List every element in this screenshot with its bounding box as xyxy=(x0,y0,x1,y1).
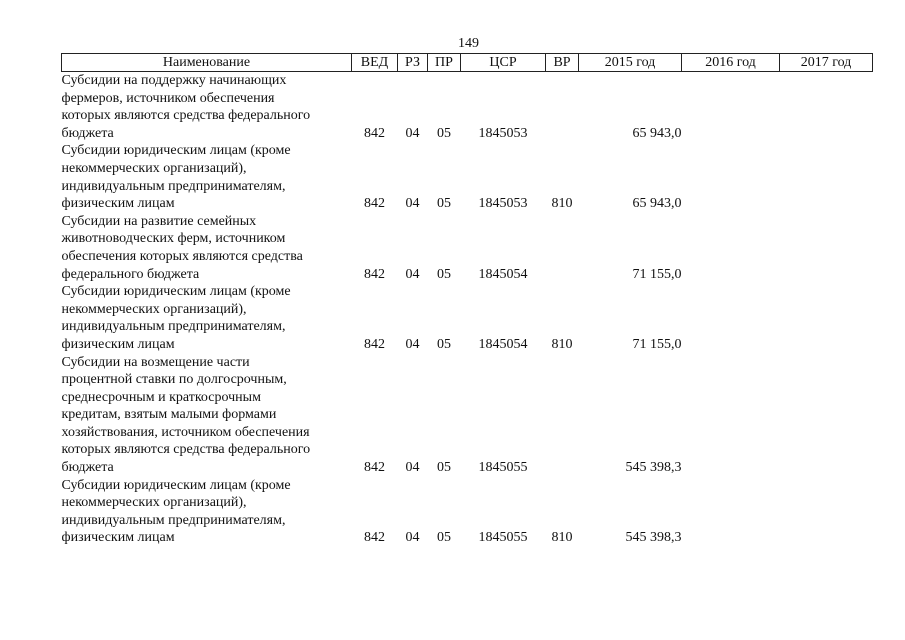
item-name xyxy=(62,213,352,283)
pr-cell: 05 xyxy=(437,336,451,352)
pr-cell: 05 xyxy=(437,196,451,212)
item-name-line: физическим лицам xyxy=(61,336,175,352)
rz-cell: 04 xyxy=(405,125,420,141)
table-body xyxy=(62,72,873,548)
amount-2017-cell xyxy=(780,213,873,283)
item-name-line: федерального бюджета xyxy=(61,266,200,282)
item-name-line: индивидуальным предпринимателям, xyxy=(61,319,286,335)
header-row xyxy=(62,54,873,72)
item-name xyxy=(62,142,352,212)
amount-2015-cell: 71 155,0 xyxy=(632,266,682,282)
table-row xyxy=(62,72,873,143)
budget-table xyxy=(61,53,873,547)
item-name-line: среднесрочным и краткосрочным xyxy=(61,389,261,405)
vr-cell: 810 xyxy=(551,336,573,352)
item-name-line: животноводческих ферм, источником xyxy=(61,231,286,247)
amount-2016-cell xyxy=(682,72,780,143)
csr-cell: 1845055 xyxy=(478,460,528,476)
item-name-line: бюджета xyxy=(61,460,114,476)
table-row xyxy=(62,283,873,353)
ved-cell: 842 xyxy=(364,460,385,476)
item-name-line: Субсидии на поддержку начинающих xyxy=(61,73,287,88)
item-name-line: некоммерческих организаций), xyxy=(61,495,247,511)
ved-cell: 842 xyxy=(364,125,385,141)
column-header: ПР xyxy=(428,54,461,72)
amount-2017-cell xyxy=(780,477,873,547)
amount-2017-cell xyxy=(780,354,873,477)
amount-2015-cell: 65 943,0 xyxy=(632,125,682,141)
amount-2015-cell: 71 155,0 xyxy=(632,336,682,352)
amount-2015-cell: 545 398,3 xyxy=(625,530,682,546)
amount-2017-cell xyxy=(780,283,873,353)
item-name-line: обеспечения которых являются средства xyxy=(61,248,303,264)
pr-cell: 05 xyxy=(437,125,451,141)
csr-cell: 1845054 xyxy=(478,266,528,282)
column-header: РЗ xyxy=(398,54,428,72)
csr-cell: 1845054 xyxy=(478,336,528,352)
csr-cell: 1845053 xyxy=(478,196,528,212)
column-header: 2017 год xyxy=(780,54,873,72)
table-row xyxy=(62,213,873,283)
rz-cell: 04 xyxy=(405,530,420,546)
item-name xyxy=(62,354,352,477)
pr-cell: 05 xyxy=(437,530,451,546)
amount-2016-cell xyxy=(682,354,780,477)
vr-cell: 810 xyxy=(551,530,573,546)
amount-2017-cell xyxy=(780,72,873,143)
item-name-line: некоммерческих организаций), xyxy=(61,160,247,176)
item-name-line: Субсидии юридическим лицам (кроме xyxy=(61,143,291,159)
amount-2016-cell xyxy=(682,213,780,283)
rz-cell: 04 xyxy=(405,196,420,212)
item-name-line: Субсидии юридическим лицам (кроме xyxy=(61,284,291,300)
amount-2017-cell xyxy=(780,142,873,212)
page-number: 149 xyxy=(458,36,479,51)
amount-2016-cell xyxy=(682,283,780,353)
item-name-line: хозяйствования, источником обеспечения xyxy=(61,424,310,440)
rz-cell: 04 xyxy=(405,336,420,352)
vr-cell xyxy=(546,72,579,143)
ved-cell: 842 xyxy=(364,530,385,546)
amount-2016-cell xyxy=(682,477,780,547)
column-header: 2015 год xyxy=(579,54,682,72)
item-name-line: Субсидии на развитие семейных xyxy=(61,213,257,229)
vr-cell xyxy=(546,213,579,283)
table-row xyxy=(62,142,873,212)
amount-2015-cell: 65 943,0 xyxy=(632,196,682,212)
amount-2015-cell: 545 398,3 xyxy=(625,460,682,476)
pr-cell: 05 xyxy=(437,460,451,476)
ved-cell: 842 xyxy=(364,336,385,352)
ved-cell: 842 xyxy=(364,196,385,212)
item-name-line: кредитам, взятым малыми формами xyxy=(61,407,277,423)
item-name xyxy=(62,283,352,353)
csr-cell: 1845053 xyxy=(478,125,528,141)
item-name-line: Субсидии на возмещение части xyxy=(61,354,250,370)
pr-cell: 05 xyxy=(437,266,451,282)
item-name-line: которых являются средства федерального xyxy=(61,442,311,458)
item-name-line: Субсидии юридическим лицам (кроме xyxy=(61,477,291,493)
item-name-line: процентной ставки по долгосрочным, xyxy=(61,372,287,388)
column-header: ВР xyxy=(546,54,579,72)
csr-cell: 1845055 xyxy=(478,530,528,546)
amount-2016-cell xyxy=(682,142,780,212)
table-row xyxy=(62,354,873,477)
item-name-line: некоммерческих организаций), xyxy=(61,301,247,317)
column-header: Наименование xyxy=(62,54,352,72)
item-name xyxy=(62,477,352,547)
column-header: ЦСР xyxy=(461,54,546,72)
item-name-line: физическим лицам xyxy=(61,196,175,212)
item-name-line: фермеров, источником обеспечения xyxy=(61,90,275,106)
ved-cell: 842 xyxy=(364,266,385,282)
item-name-line: бюджета xyxy=(61,125,114,141)
item-name-line: физическим лицам xyxy=(61,530,175,546)
column-header: ВЕД xyxy=(352,54,398,72)
rz-cell: 04 xyxy=(405,460,420,476)
item-name xyxy=(62,72,352,143)
vr-cell xyxy=(546,354,579,477)
item-name-line: индивидуальным предпринимателям, xyxy=(61,512,286,528)
item-name-line: индивидуальным предпринимателям, xyxy=(61,178,286,194)
vr-cell: 810 xyxy=(551,196,573,212)
table-row xyxy=(62,477,873,547)
rz-cell: 04 xyxy=(405,266,420,282)
item-name-line: которых являются средства федерального xyxy=(61,108,311,124)
column-header: 2016 год xyxy=(682,54,780,72)
